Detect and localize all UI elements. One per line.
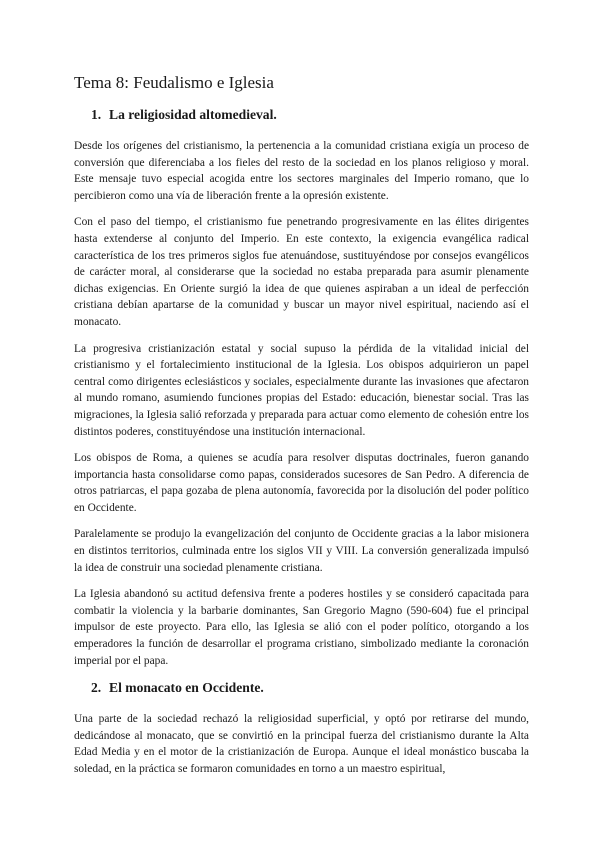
paragraph: La Iglesia abandonó su actitud defensiva frente a poderes hostiles y se consideró capacitada para combatir la violencia y la barbarie dominantes, San Gregorio Magno (590-604) fue el principal impulsor de este proyecto. Para ello, las Iglesia se alió con el poder político, otorgando a los emperadores la función de desarrollar el programa cristiano, simbolizado mediante la coronación imperial por el papa. bbox=[74, 588, 529, 667]
paragraph: La progresiva cristianización estatal y social supuso la pérdida de la vitalidad inicial del cristianismo y el fortalecimiento institucional de la Iglesia. Los obispos adquirieron un papel central como dirigentes eclesiásticos y sociales, especialmente durante las invasiones que afectaron al mundo romano, asumiendo funciones propias del Estado: educación, bienestar social. Tras las migraciones, la Iglesia salió reforzada y preparada para actuar como elemento de cohesión entre los distintos poderes, constituyéndose una institución internacional. bbox=[74, 342, 529, 438]
section-title-1: La religiosidad altomedieval. bbox=[109, 107, 277, 122]
section-number-1: 1. bbox=[91, 107, 102, 122]
section-title-2: El monacato en Occidente. bbox=[109, 680, 264, 696]
section-heading-2 bbox=[91, 679, 529, 697]
paragraph: Con el paso del tiempo, el cristianismo fue penetrando progresivamente en las élites dirigentes hasta extenderse al conjunto del Imperio. En este contexto, la exigencia evangélica radical característica de los tres primeros siglos fue atenuándose, sustituyéndose por consejos evangélicos de carácter moral, al considerarse que la sociedad no estaba preparada para asumir plenamente dichas exigencias. En Oriente surgió la idea de que quienes aspiraban a un ideal de perfección cristiana debían apartarse de la comunidad y buscar un mayor nivel espiritual, naciendo así el monacato. bbox=[74, 216, 529, 328]
paragraph: Desde los orígenes del cristianismo, la pertenencia a la comunidad cristiana exigía un proceso de conversión que diferenciaba a los fieles del resto de la sociedad en los planos religioso y moral. Este mensaje tuvo especial acogida entre los sectores marginales del Imperio romano, que lo percibieron como una vía de liberación frente a la opresión existente. bbox=[74, 140, 529, 202]
paragraph: Paralelamente se produjo la evangelización del conjunto de Occidente gracias a la labor misionera en distintos territorios, culminada entre los siglos VII y VIII. La conversión generalizada impulsó la idea de construir una sociedad plenamente cristiana. bbox=[74, 528, 529, 574]
section-heading-1 bbox=[91, 106, 529, 124]
paragraph: Una parte de la sociedad rechazó la religiosidad superficial, y optó por retirarse del mundo, dedicándose al monacato, que se convirtió en la principal fuerza del cristianismo durante la Alta Edad Media y en el motor de la cristianización de Europa. Aunque el ideal monástico buscaba la soledad, en la práctica se formaron comunidades en torno a un maestro espiritual, bbox=[74, 713, 529, 775]
paragraph: Los obispos de Roma, a quienes se acudía para resolver disputas doctrinales, fueron ganando importancia hasta consolidarse como papas, considerados sucesores de San Pedro. A diferencia de otros patriarcas, el papa gozaba de plena autonomía, favorecida por la disolución del poder político en Occidente. bbox=[74, 452, 529, 514]
section-number-2: 2. bbox=[91, 680, 102, 696]
document-title: Tema 8: Feudalismo e Iglesia bbox=[74, 73, 274, 92]
